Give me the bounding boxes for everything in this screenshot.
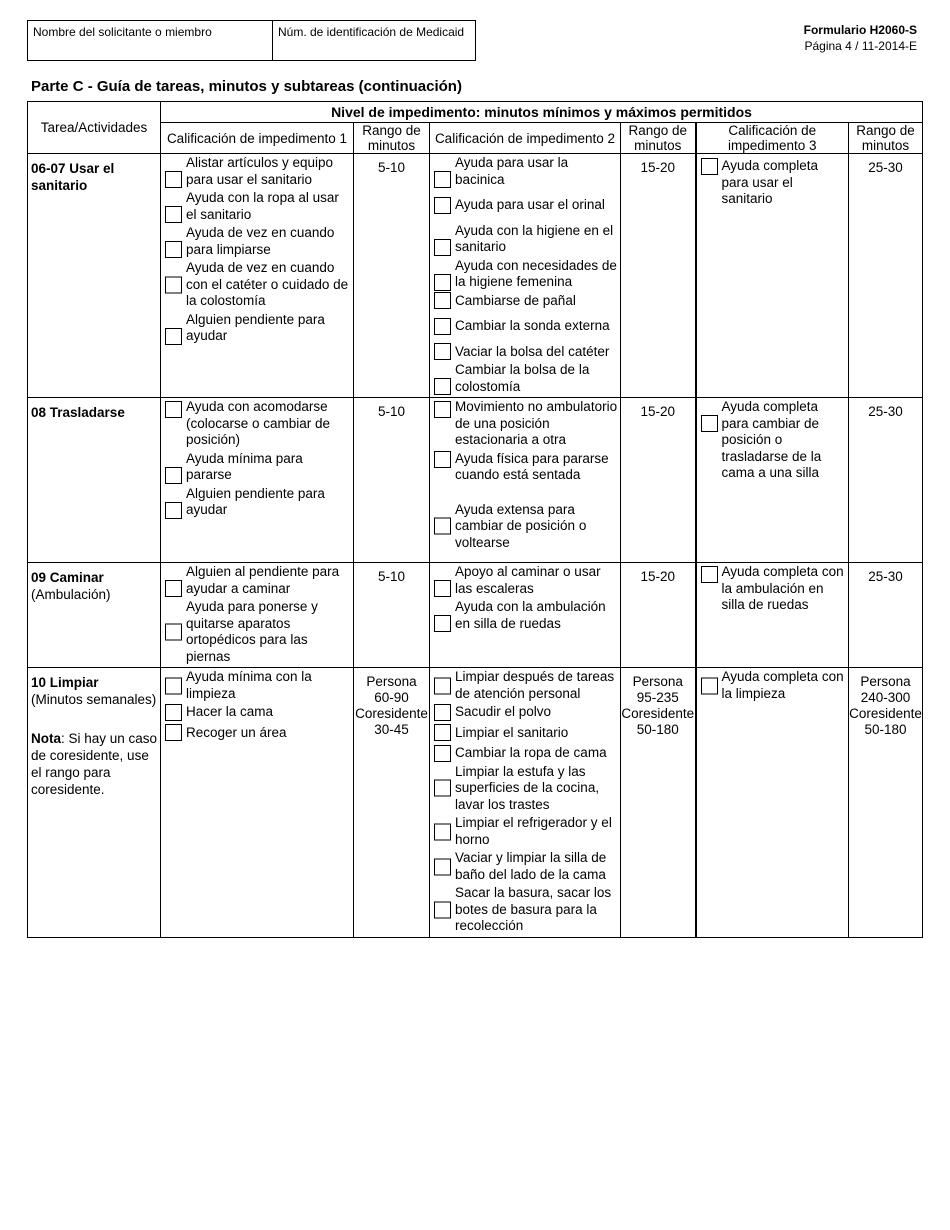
- checkbox[interactable]: [165, 276, 182, 293]
- checkbox-item: Alistar artículos y equipo para usar el sanitario: [164, 155, 351, 188]
- checkbox[interactable]: [165, 502, 182, 519]
- checkbox-item: Alguien pendiente para ayudar: [164, 312, 351, 345]
- task-name: 09 Caminar (Ambulación): [31, 570, 111, 602]
- range-value: Persona 60-90 Coresidente 30-45: [355, 674, 428, 737]
- page-info: Página 4 / 11-2014-E: [804, 39, 917, 53]
- checkbox-item: Ayuda completa para usar el sanitario: [700, 158, 847, 208]
- checkbox-item: Ayuda para usar el orinal: [433, 197, 618, 214]
- checkbox-item: Cambiar la sonda externa: [433, 318, 618, 335]
- range-value: 25-30: [868, 404, 903, 419]
- range3-header: Rango de minutos: [849, 123, 923, 154]
- impairment-level-header: Nivel de impedimento: minutos mínimos y máximos permitidos: [161, 102, 923, 123]
- checkbox[interactable]: [165, 206, 182, 223]
- range-value: Persona 240-300 Coresidente 50-180: [849, 674, 922, 737]
- checkbox[interactable]: [434, 858, 451, 875]
- checkbox-item: Recoger un área: [164, 725, 351, 742]
- task-name: 10 Limpiar (Minutos semanales) Nota: Si hay un caso de coresidente, use el rango para coresidente.: [31, 675, 158, 797]
- table-row: [28, 398, 923, 563]
- range-value: 5-10: [377, 569, 406, 584]
- checkbox-item: Limpiar el refrigerador y el horno: [433, 815, 618, 848]
- checkbox[interactable]: [165, 241, 182, 258]
- checkbox-item: Sacar la basura, sacar los botes de basura para la recolección: [433, 885, 618, 935]
- checkbox-item: Alguien al pendiente para ayudar a caminar: [164, 564, 351, 597]
- checkbox[interactable]: [434, 518, 451, 535]
- range-value: 25-30: [868, 569, 903, 584]
- checkbox[interactable]: [434, 901, 451, 918]
- table-row: [28, 563, 923, 668]
- checkbox[interactable]: [434, 580, 451, 597]
- medicaid-id-label: Núm. de identificación de Medicaid: [278, 25, 465, 39]
- note: Nota: Si hay un caso de coresidente, use el rango para coresidente.: [31, 731, 158, 797]
- checkbox-item: Vaciar y limpiar la silla de baño del lado de la cama: [433, 850, 618, 883]
- table-row: [28, 154, 923, 398]
- checkbox[interactable]: [434, 378, 451, 395]
- checkbox-item: Ayuda completa con la ambulación en silla de ruedas: [700, 564, 847, 614]
- checkbox[interactable]: [434, 401, 451, 418]
- checkbox-item: Ayuda completa con la limpieza: [700, 669, 847, 702]
- checkbox[interactable]: [434, 745, 451, 762]
- checkbox[interactable]: [701, 415, 718, 432]
- header-fields: [27, 20, 476, 61]
- checkbox[interactable]: [165, 328, 182, 345]
- checkbox-item: Ayuda para usar la bacinica: [433, 155, 618, 188]
- applicant-name-label: Nombre del solicitante o miembro: [33, 25, 212, 39]
- range2-header: Rango de minutos: [621, 123, 696, 154]
- checkbox[interactable]: [165, 724, 182, 741]
- checkbox[interactable]: [434, 343, 451, 360]
- checkbox[interactable]: [434, 171, 451, 188]
- checkbox-item: Cambiarse de pañal: [433, 293, 618, 310]
- checkbox-item: Ayuda con la higiene en el sanitario: [433, 223, 618, 256]
- checkbox[interactable]: [434, 823, 451, 840]
- checkbox[interactable]: [434, 677, 451, 694]
- rating1-header: Calificación de impedimento 1: [161, 123, 354, 154]
- task-header: Tarea/Actividades: [28, 102, 161, 154]
- checkbox-item: Ayuda para ponerse y quitarse aparatos ortopédicos para las piernas: [164, 599, 351, 665]
- range-value: 5-10: [377, 160, 406, 175]
- checkbox-item: Ayuda extensa para cambiar de posición o voltearse: [433, 502, 618, 552]
- checkbox[interactable]: [434, 451, 451, 468]
- range-value: Persona 95-235 Coresidente 50-180: [621, 674, 695, 737]
- range-value: 15-20: [640, 160, 676, 175]
- checkbox-item: Movimiento no ambulatorio de una posición estacionaria a otra: [433, 399, 618, 449]
- checkbox[interactable]: [434, 292, 451, 309]
- range-value: 15-20: [640, 404, 676, 419]
- checkbox-item: Apoyo al caminar o usar las escaleras: [433, 564, 618, 597]
- checkbox-item: Ayuda física para pararse cuando está sentada: [433, 451, 618, 484]
- checkbox-item: Ayuda de vez en cuando para limpiarse: [164, 225, 351, 258]
- checkbox-item: Limpiar el sanitario: [433, 725, 618, 742]
- range-value: 15-20: [640, 569, 676, 584]
- checkbox[interactable]: [165, 171, 182, 188]
- checkbox-item: Ayuda mínima con la limpieza: [164, 669, 351, 702]
- checkbox[interactable]: [434, 274, 451, 291]
- checkbox[interactable]: [434, 197, 451, 214]
- range-value: 25-30: [868, 160, 903, 175]
- table-row: [28, 668, 923, 938]
- checkbox[interactable]: [165, 401, 182, 418]
- task-name: 08 Trasladarse: [31, 405, 125, 420]
- checkbox[interactable]: [434, 780, 451, 797]
- checkbox[interactable]: [434, 615, 451, 632]
- checkbox[interactable]: [701, 677, 718, 694]
- checkbox[interactable]: [434, 239, 451, 256]
- applicant-name-field[interactable]: [28, 21, 273, 61]
- checkbox-item: Ayuda de vez en cuando con el catéter o cuidado de la colostomía: [164, 260, 351, 310]
- checkbox-item: Limpiar después de tareas de atención personal: [433, 669, 618, 702]
- medicaid-id-field[interactable]: [273, 21, 476, 61]
- checkbox[interactable]: [165, 704, 182, 721]
- section-title: Parte C - Guía de tareas, minutos y subtareas (continuación): [31, 78, 462, 95]
- checkbox-item: Hacer la cama: [164, 704, 351, 721]
- checkbox[interactable]: [165, 467, 182, 484]
- checkbox[interactable]: [165, 677, 182, 694]
- rating3-header: Calificación de impedimento 3: [696, 123, 849, 154]
- checkbox-item: Limpiar la estufa y las superficies de la cocina, lavar los trastes: [433, 764, 618, 814]
- checkbox-item: Sacudir el polvo: [433, 704, 618, 721]
- checkbox[interactable]: [434, 318, 451, 335]
- rating2-header: Calificación de impedimento 2: [430, 123, 621, 154]
- task-guide-table: [27, 101, 923, 938]
- checkbox[interactable]: [701, 158, 718, 175]
- checkbox[interactable]: [701, 566, 718, 583]
- checkbox[interactable]: [165, 624, 182, 641]
- range-value: 5-10: [377, 404, 406, 419]
- checkbox-item: Ayuda mínima para pararse: [164, 451, 351, 484]
- form-identifier: [804, 22, 917, 54]
- checkbox[interactable]: [165, 580, 182, 597]
- checkbox-item: Vaciar la bolsa del catéter: [433, 344, 618, 361]
- checkbox-item: Ayuda con necesidades de la higiene femenina: [433, 258, 618, 291]
- checkbox-item: Ayuda con la ropa al usar el sanitario: [164, 190, 351, 223]
- checkbox-item: Cambiar la ropa de cama: [433, 745, 618, 762]
- checkbox[interactable]: [434, 704, 451, 721]
- checkbox-item: Cambiar la bolsa de la colostomía: [433, 362, 618, 395]
- checkbox-item: Ayuda con acomodarse (colocarse o cambiar de posición): [164, 399, 351, 449]
- checkbox-item: Ayuda completa para cambiar de posición o trasladarse de la cama a una silla: [700, 399, 847, 482]
- checkbox-item: Ayuda con la ambulación en silla de ruedas: [433, 599, 618, 632]
- checkbox[interactable]: [434, 724, 451, 741]
- checkbox-item: Alguien pendiente para ayudar: [164, 486, 351, 519]
- task-name: 06-07 Usar el sanitario: [31, 161, 115, 193]
- range1-header: Rango de minutos: [354, 123, 430, 154]
- form-number: Formulario H2060-S: [803, 23, 917, 37]
